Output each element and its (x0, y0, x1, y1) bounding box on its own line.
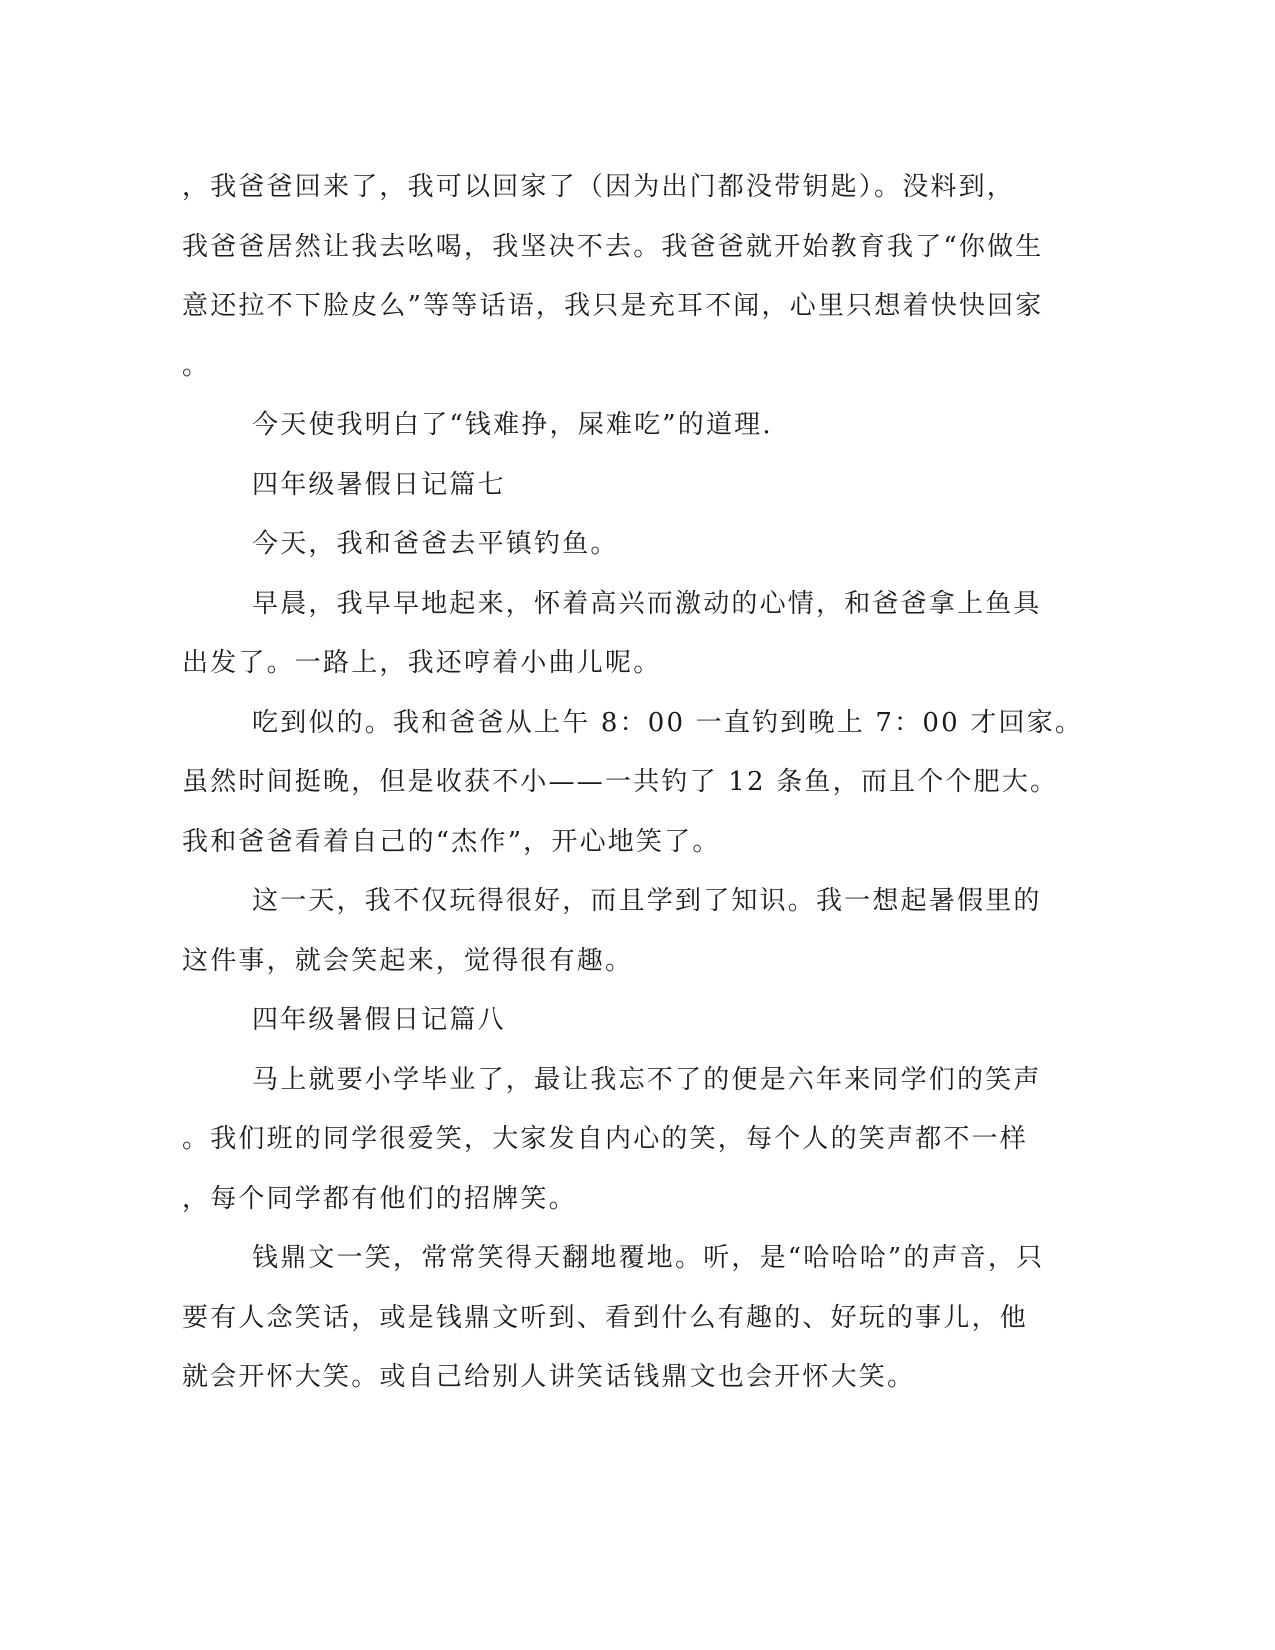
text-line: 今天使我明白了“钱难挣，屎难吃”的道理. (252, 410, 773, 440)
text-line: 早晨，我早早地起来，怀着高兴而激动的心情，和爸爸拿上鱼具 (252, 588, 1042, 619)
text-line: 钱鼎文一笑，常常笑得天翻地覆地。听，是“哈哈哈”的声音，只 (252, 1243, 1045, 1273)
text-line: 今天，我和爸爸去平镇钓鱼。 (252, 529, 619, 559)
text-line: 这一天，我不仅玩得很好，而且学到了知识。我一想起暑假里的 (252, 886, 1042, 916)
text-line: 虽然时间挺晚，但是收获不小——一共钓了 12 条鱼，而且个个肥大。 (182, 767, 1059, 797)
text-line: 。 (182, 350, 211, 381)
text-line: ，我爸爸回来了，我可以回家了（因为出门都没带钥匙）。没料到， (182, 172, 1016, 202)
document-body (182, 158, 1084, 1408)
text-line: ，每个同学都有他们的招牌笑。 (182, 1183, 577, 1214)
text-line: 。我们班的同学很爱笑，大家发自内心的笑，每个人的笑声都不一样 (182, 1124, 1029, 1154)
text-line: 我爸爸居然让我去吆喝，我坚决不去。我爸爸就开始教育我了“你做生 (182, 231, 1044, 262)
text-line: 马上就要小学毕业了，最让我忘不了的便是六年来同学们的笑声 (252, 1064, 1042, 1095)
text-line: 吃到似的。我和爸爸从上午 8：00 一直钓到晚上 7：00 才回家。 (252, 707, 1084, 738)
text-line: 意还拉不下脸皮么”等等话语，我只是充耳不闻，心里只想着快快回家 (182, 291, 1044, 321)
text-line: 就会开怀大笑。或自己给别人讲笑话钱鼎文也会开怀大笑。 (182, 1362, 916, 1392)
text-line: 我和爸爸看着自己的“杰作”，开心地笑了。 (182, 826, 721, 857)
section-heading: 四年级暑假日记篇八 (252, 1005, 506, 1035)
section-heading: 四年级暑假日记篇七 (252, 469, 506, 500)
text-line: 这件事，就会笑起来，觉得很有趣。 (182, 945, 634, 976)
text-line: 要有人念笑话，或是钱鼎文听到、看到什么有趣的、好玩的事儿，他 (182, 1302, 1029, 1333)
text-line: 出发了。一路上，我还哼着小曲儿呢。 (182, 648, 662, 678)
